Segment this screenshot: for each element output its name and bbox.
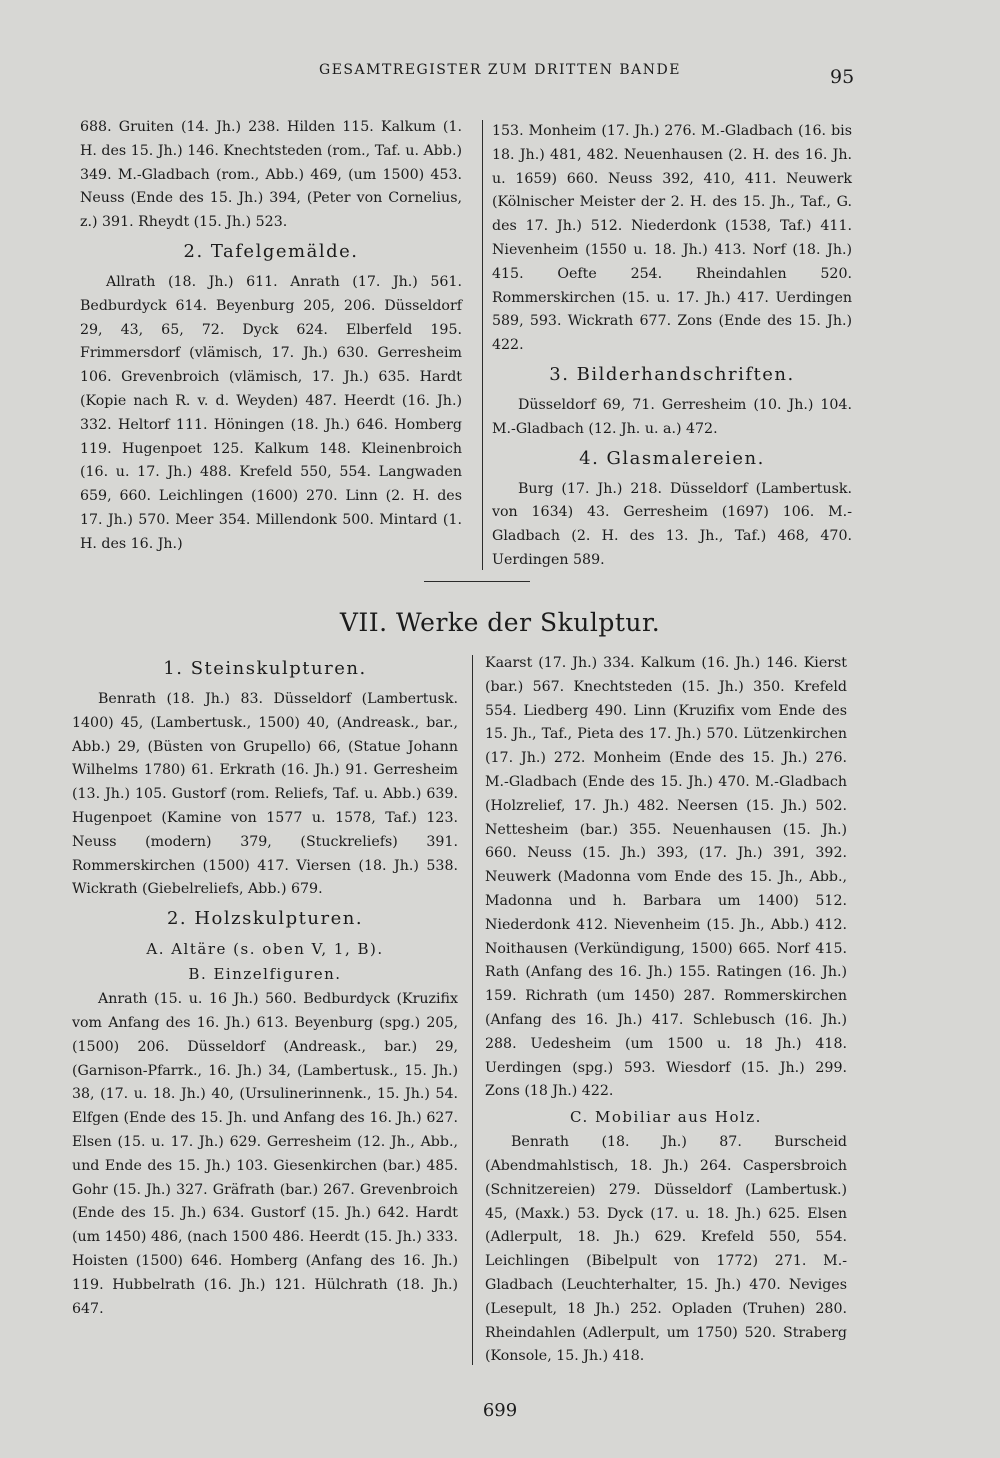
section-heading-holzskulpturen: 2. Holzskulpturen. <box>166 908 364 930</box>
page-number-top: 95 <box>830 66 855 88</box>
column-divider <box>482 120 483 570</box>
top-right-column <box>492 120 852 573</box>
entry-paragraph: 153. Monheim (17. Jh.) 276. M.-Gladbach (16. bis 18. Jh.) 481, 482. Neuenhausen (2. H. des 16. Jh. u. 1659) 660. Neuss 392, 410, 411. Neuwerk (Kölnischer Meister der 2. H. des 15. Jh., Taf., G. des 17. Jh.) 512. Niederdonk (1538, Taf.) 411. Nievenheim (1550 u. 18. Jh.) 413. Norf (18. Jh.) 415. Oefte 254. Rheindahlen 520. Rommerskirchen (15. u. 17. Jh.) 417. Uerdingen 589, 593. Wickrath 677. Zons (Ende des 15. Jh.) 422. <box>492 123 852 354</box>
running-head: GESAMTREGISTER ZUM DRITTEN BANDE <box>319 62 681 78</box>
section-heading-glasmalereien: 4. Glasmalereien. <box>579 447 765 469</box>
chapter-title: VII. Werke der Skulptur. <box>339 608 661 637</box>
bottom-left-column <box>72 652 458 1321</box>
top-left-column <box>80 116 462 557</box>
subsection-heading-altaere: A. Altäre (s. oben V, 1, B). <box>146 940 384 959</box>
entry-paragraph: Anrath (15. u. 16 Jh.) 560. Bedburdyck (Kruzifix vom Anfang des 16. Jh.) 613. Beyenburg (spg.) 205, (1500) 206. Düsseldorf (Andreask., bar.) 29, (Garnison-Pfarrk., 16. Jh.) 34, (Lambertusk., 15. Jh.) 38, (17. u. 18. Jh.) 40, (Ursulinerinnenk., 15. Jh.) 54. Elfgen (Ende des 15. Jh. und Anfang des 16. Jh.) 627. Elsen (15. u. 17. Jh.) 629. Gerresheim (12. Jh., Abb., und Ende des 15. Jh.) 103. Giesenkirchen (bar.) 485. Gohr (15. Jh.) 327. Gräfrath (bar.) 267. Grevenbroich (Ende des 15. Jh.) 634. Gustorf (15. Jh.) 642. Hardt (um 1450) 486, (nach 1500 486. Heerdt (15. Jh.) 333. Hoisten (1500) 646. Homberg (Anfang des 16. Jh.) 119. Hubbelrath (16. Jh.) 121. Hülchrath (18. Jh.) 647. <box>72 991 458 1317</box>
subsection-heading-mobiliar: C. Mobiliar aus Holz. <box>570 1108 762 1127</box>
entry-paragraph: Düsseldorf 69, 71. Gerresheim (10. Jh.) 104. M.-Gladbach (12. Jh. u. a.) 472. <box>492 396 852 437</box>
section-divider <box>424 581 530 582</box>
entry-paragraph: Burg (17. Jh.) 218. Düsseldorf (Lambertusk. von 1634) 43. Gerresheim (1697) 106. M.-Gladbach (2. H. des 13. Jh., Taf.) 468, 470. Uerdingen 589. <box>492 480 852 568</box>
section-heading-tafelgemaelde: 2. Tafelgemälde. <box>183 240 359 262</box>
entry-paragraph: Allrath (18. Jh.) 611. Anrath (17. Jh.) 561. Bedburdyck 614. Beyenburg 205, 206. Düsseldorf 29, 43, 65, 72. Dyck 624. Elberfeld 195. Frimmersdorf (vlämisch, 17. Jh.) 630. Gerresheim 106. Grevenbroich (vlämisch, 17. Jh.) 635. Hardt (Kopie nach R. v. d. Weyden) 487. Heerdt (16. Jh.) 332. Heltorf 111. Höningen (18. Jh.) 646. Homberg 119. Hugenpoet 125. Kalkum 148. Kleinenbroich (16. u. 17. Jh.) 488. Krefeld 550, 554. Langwaden 659, 660. Leichlingen (1600) 270. Linn (2. H. des 17. Jh.) 570. Meer 354. Millendonk 500. Mintard (1. H. des 16. Jh.) <box>80 273 462 552</box>
entry-paragraph: Kaarst (17. Jh.) 334. Kalkum (16. Jh.) 146. Kierst (bar.) 567. Knechtsteden (15. Jh.) 350. Krefeld 554. Liedberg 490. Linn (Kruzifix vom Ende des 15. Jh., Taf., Pieta des 17. Jh.) 570. Lützenkirchen (17. Jh.) 272. Monheim (Ende des 15. Jh.) 276. M.-Gladbach (Ende des 15. Jh.) 470. M.-Gladbach (Holzrelief, 17. Jh.) 482. Neersen (15. Jh.) 502. Nettesheim (bar.) 355. Neuenhausen (15. Jh.) 660. Neuss (15. Jh.) 393, (17. Jh.) 391, 392. Neuwerk (Madonna vom Ende des 15. Jh., Abb., Madonna und h. Barbara um 1400) 512. Niederdonk 412. Nievenheim (15. Jh., Abb.) 412. Noithausen (Verkündigung, 1500) 665. Norf 415. Rath (Anfang des 16. Jh.) 155. Ratingen (16. Jh.) 159. Richrath (um 1450) 287. Rommerskirchen (Anfang des 16. Jh.) 417. Schlebusch (16. Jh.) 288. Uedesheim (um 1500 u. 18 Jh.) 418. Uerdingen (spg.) 593. Wiesdorf (15. Jh.) 299. Zons (18 Jh.) 422. <box>485 655 847 1100</box>
entry-paragraph: Benrath (18. Jh.) 83. Düsseldorf (Lambertusk. 1400) 45, (Lambertusk., 1500) 40, (Andreask., bar., Abb.) 29, (Büsten von Grupello) 66, (Statue Johann Wilhelms 1780) 61. Erkrath (16. Jh.) 91. Gerresheim (13. Jh.) 105. Gustorf (rom. Reliefs, Taf. u. Abb.) 639. Hugenpoet (Kamine von 1577 u. 1578, Taf.) 123. Neuss (modern) 379, (Stuckreliefs) 391. Rommerskirchen (1500) 417. Viersen (18. Jh.) 538. Wickrath (Giebelreliefs, Abb.) 679. <box>72 691 458 898</box>
page-number-bottom: 699 <box>482 1400 518 1421</box>
bottom-right-column <box>485 652 847 1369</box>
subsection-heading-einzelfiguren: B. Einzelfiguren. <box>188 965 342 984</box>
section-heading-steinskulpturen: 1. Steinskulpturen. <box>163 658 367 679</box>
column-divider <box>472 655 473 1365</box>
entry-paragraph: Benrath (18. Jh.) 87. Burscheid (Abendmahlstisch, 18. Jh.) 264. Caspersbroich (Schnitzereien) 279. Düsseldorf (Lambertusk.) 45, (Maxk.) 53. Dyck (17. u. 18. Jh.) 625. Elsen (Adlerpult, 18. Jh.) 629. Krefeld 550, 554. Leichlingen (Bibelpult von 1772) 271. M.-Gladbach (Leuchterhalter, 15. Jh.) 470. Neviges (Lesepult, 18 Jh.) 252. Opladen (Truhen) 280. Rheindahlen (Adlerpult, um 1750) 520. Straberg (Konsole, 15. Jh.) 418. <box>485 1134 847 1365</box>
entry-paragraph: 688. Gruiten (14. Jh.) 238. Hilden 115. Kalkum (1. H. des 15. Jh.) 146. Knechtsteden (rom., Taf. u. Abb.) 349. M.-Gladbach (rom., Abb.) 469, (um 1500) 453. Neuss (Ende des 15. Jh.) 394, (Peter von Cornelius, z.) 391. Rheydt (15. Jh.) 523. <box>80 119 462 231</box>
section-heading-bilderhandschriften: 3. Bilderhandschriften. <box>549 363 795 385</box>
